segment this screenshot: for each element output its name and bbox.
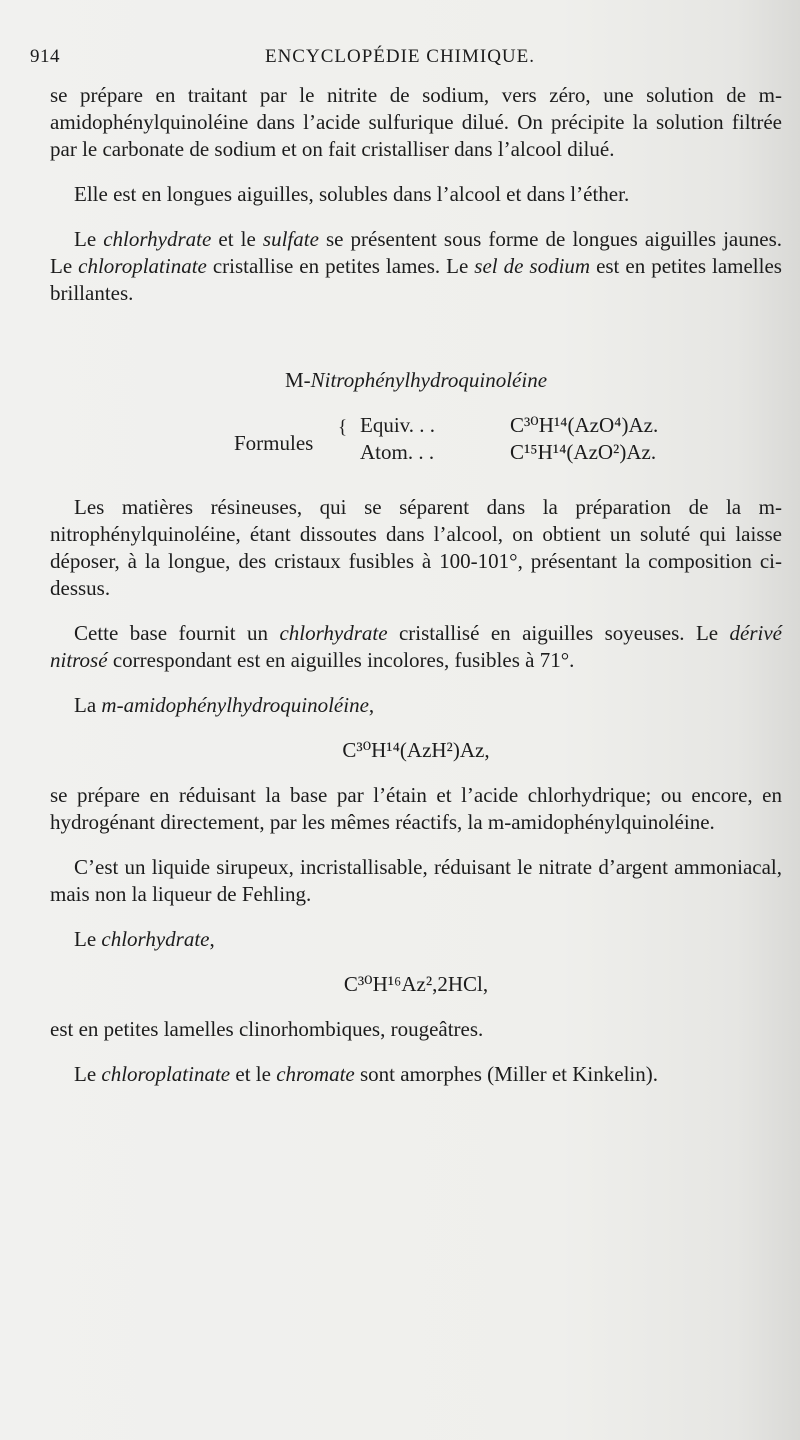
paragraph-liquid: C’est un liquide sirupeux, incristallisable, réduisant le nitrate d’argent ammoniacal, mais non la liqueur de Fehling. bbox=[50, 855, 782, 906]
paragraph-derivatives: Cette base fournit un chlorhydrate cristallisé en aiguilles soyeuses. Le dérivé nitrosé correspondant est en aiguilles incolores, fusibles à 71°. bbox=[50, 621, 782, 672]
paragraph-closing: Le chloroplatinate et le chromate sont amorphes (Miller et Kinkelin). bbox=[74, 1062, 659, 1086]
formula-label: Formules bbox=[234, 431, 314, 455]
brace-glyph: { bbox=[338, 417, 348, 438]
formula-chlorhydrate: C³⁰H¹⁶Az²,2HCl, bbox=[343, 972, 489, 996]
formula-amido: C³⁰H¹⁴(AzH²)Az, bbox=[342, 738, 490, 762]
formula-row-atom-label: Atom. . . bbox=[360, 440, 435, 464]
paragraph-resins: Les matières résineuses, qui se séparent dans la préparation de la m-nitrophénylquinoléine, étant dissoutes dans l’alcool, on obtient un soluté qui laisse déposer, à la longue, des cristaux fusibles à 100-101°, présentant la composition ci-dessus. bbox=[50, 495, 782, 600]
page-header bbox=[30, 46, 770, 74]
paragraph-amido-intro: La m-amidophénylhydroquinoléine, bbox=[74, 693, 375, 717]
page-number: 914 bbox=[30, 46, 60, 67]
section-heading: M-Nitrophénylhydroquinoléine bbox=[284, 368, 548, 392]
formula-row-equiv-label: Equiv. . . bbox=[360, 413, 436, 437]
paragraph-salts: Le chlorhydrate et le sulfate se présentent sous forme de longues aiguilles jaunes. Le chloroplatinate cristallise en petites lames. Le sel de sodium est en petites lamelles brillantes. bbox=[50, 227, 782, 305]
formula-block bbox=[50, 412, 782, 474]
paragraph-lamelles: est en petites lamelles clinorhombiques, rougeâtres. bbox=[50, 1017, 484, 1041]
page-body bbox=[50, 82, 782, 1088]
formula-row-equiv: C³⁰H¹⁴(AzO⁴)Az. bbox=[510, 413, 659, 437]
running-title: ENCYCLOPÉDIE CHIMIQUE. bbox=[264, 46, 536, 67]
paragraph-chlorhydrate-intro: Le chlorhydrate, bbox=[74, 927, 215, 951]
paragraph-reduction: se prépare en réduisant la base par l’étain et l’acide chlorhydrique; ou encore, en hydrogénant directement, par les mêmes réactifs, la m-amidophénylquinoléine. bbox=[50, 783, 782, 834]
paragraph-preparation: se prépare en traitant par le nitrite de sodium, vers zéro, une solution de m-amidophénylquinoléine dans l’acide sulfurique dilué. On précipite la solution filtrée par le carbonate de sodium et on fait cristalliser dans l’alcool dilué. bbox=[50, 83, 782, 161]
formula-row-atom: C¹⁵H¹⁴(AzO²)Az. bbox=[510, 440, 657, 464]
paragraph-solubility: Elle est en longues aiguilles, solubles dans l’alcool et dans l’éther. bbox=[74, 182, 630, 206]
